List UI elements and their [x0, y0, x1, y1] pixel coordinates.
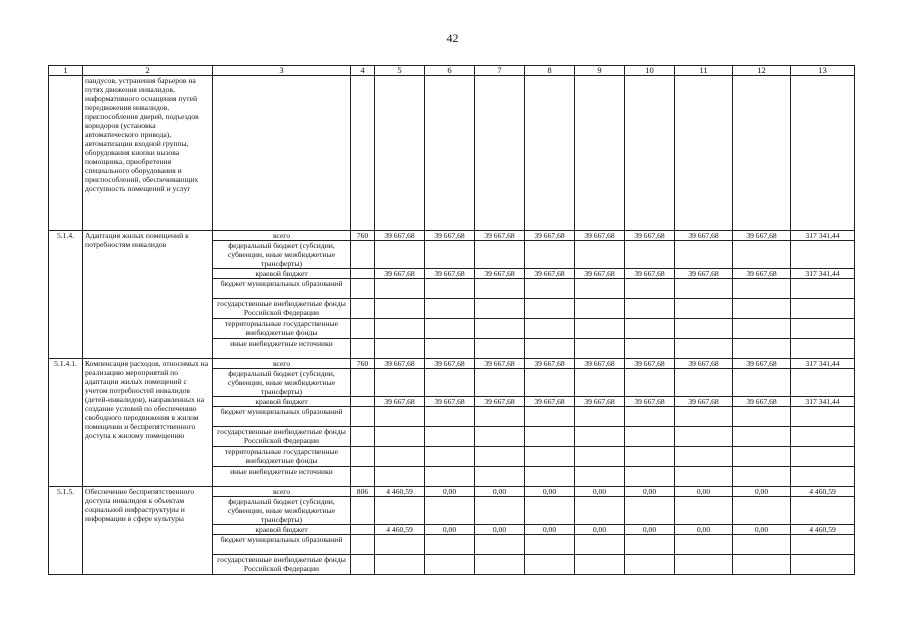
value-cell [675, 535, 733, 555]
value-cell [375, 555, 425, 575]
value-cell: 39 667,68 [575, 397, 625, 407]
value-cell: 39 667,68 [575, 231, 625, 241]
value-cell [625, 319, 675, 339]
value-cell: 39 667,68 [475, 397, 525, 407]
value-cell: 39 667,68 [625, 231, 675, 241]
value-cell [675, 427, 733, 447]
section-name: Обеспечение беспрепятственного доступа инвалидов к объектам социальной инфраструктуры и информации в сфере культуры [83, 487, 213, 575]
value-cell: 0,00 [425, 487, 475, 497]
funding-source: всего [213, 231, 351, 241]
table-row [49, 359, 855, 369]
value-cell [525, 467, 575, 487]
column-number: 8 [525, 66, 575, 76]
value-cell [675, 319, 733, 339]
value-cell: 4 460,59 [375, 487, 425, 497]
value-cell [791, 339, 855, 359]
value-cell: 0,00 [675, 487, 733, 497]
value-cell: 39 667,68 [475, 359, 525, 369]
value-cell [791, 319, 855, 339]
value-cell [475, 299, 525, 319]
value-cell [733, 241, 791, 269]
value-cell: 39 667,68 [733, 359, 791, 369]
value-cell [525, 319, 575, 339]
value-cell [733, 447, 791, 467]
value-cell [791, 299, 855, 319]
value-cell [375, 467, 425, 487]
column-number: 12 [733, 66, 791, 76]
value-cell: 39 667,68 [675, 397, 733, 407]
value-cell [675, 497, 733, 525]
funding-source: государственные внебюджетные фонды Российской Федерации [213, 299, 351, 319]
value-cell [475, 467, 525, 487]
value-cell [733, 535, 791, 555]
budget-code: 760 [351, 231, 375, 241]
value-cell [425, 407, 475, 427]
empty-cell [675, 76, 733, 231]
value-cell [791, 241, 855, 269]
funding-source: бюджет муниципальных образований [213, 535, 351, 555]
value-cell: 39 667,68 [425, 359, 475, 369]
value-cell [625, 427, 675, 447]
value-cell [625, 369, 675, 397]
value-cell [625, 467, 675, 487]
budget-code [351, 279, 375, 299]
value-cell [475, 535, 525, 555]
budget-code [351, 497, 375, 525]
value-cell: 39 667,68 [525, 269, 575, 279]
funding-source: краевой бюджет [213, 397, 351, 407]
value-cell [375, 407, 425, 427]
empty-cell [351, 76, 375, 231]
value-cell [375, 279, 425, 299]
value-cell: 317 341,44 [791, 231, 855, 241]
value-cell [575, 447, 625, 467]
value-cell [525, 339, 575, 359]
section-name: Компенсация расходов, относимых на реализацию мероприятий по адаптации жилых помещений с учетом потребностей инвалидов (детей-инвалидов), направленных на создание условий по обеспечению свободного передвижения в жилом помещении и беспрепятственного доступа к жилому помещению [83, 359, 213, 487]
value-cell [675, 241, 733, 269]
column-number: 3 [213, 66, 351, 76]
value-cell [575, 279, 625, 299]
column-number: 4 [351, 66, 375, 76]
value-cell [575, 535, 625, 555]
value-cell [733, 427, 791, 447]
value-cell [625, 407, 675, 427]
column-number: 7 [475, 66, 525, 76]
value-cell [375, 319, 425, 339]
funding-source: всего [213, 359, 351, 369]
value-cell [791, 427, 855, 447]
funding-source: федеральный бюджет (субсидии, субвенции, иные межбюджетные трансферты) [213, 497, 351, 525]
budget-code [351, 447, 375, 467]
value-cell: 39 667,68 [525, 359, 575, 369]
column-number: 13 [791, 66, 855, 76]
value-cell [791, 407, 855, 427]
value-cell [625, 447, 675, 467]
value-cell [791, 497, 855, 525]
value-cell: 0,00 [575, 487, 625, 497]
value-cell: 39 667,68 [733, 269, 791, 279]
value-cell: 39 667,68 [475, 231, 525, 241]
table-row [49, 487, 855, 497]
funding-source: иные внебюджетные источники [213, 339, 351, 359]
value-cell [375, 447, 425, 467]
value-cell [733, 555, 791, 575]
value-cell [675, 279, 733, 299]
empty-cell [525, 76, 575, 231]
value-cell [425, 555, 475, 575]
value-cell [791, 447, 855, 467]
budget-code [351, 535, 375, 555]
empty-cell [733, 76, 791, 231]
page-number: 42 [446, 31, 459, 45]
funding-source: территориальные государственные внебюджетные фонды [213, 447, 351, 467]
continuation-text: пандусов, устранения барьеров на путях движения инвалидов, информативного оснащения путей передвижения инвалидов, приспособления дверей, подъездов коридоров (установка автоматического привода), автоматизации входной группы, оборудования кнопки вызова помощника, приобретения специального оборудования и приспособлений, обеспечивающих доступность помещений и услуг [83, 76, 213, 231]
value-cell [375, 427, 425, 447]
budget-code [351, 241, 375, 269]
empty-cell [49, 76, 83, 231]
value-cell [425, 535, 475, 555]
value-cell: 317 341,44 [791, 359, 855, 369]
value-cell [425, 319, 475, 339]
value-cell: 39 667,68 [675, 359, 733, 369]
value-cell [475, 555, 525, 575]
value-cell: 39 667,68 [675, 231, 733, 241]
value-cell: 39 667,68 [375, 269, 425, 279]
value-cell: 0,00 [425, 525, 475, 535]
value-cell [733, 339, 791, 359]
value-cell: 39 667,68 [375, 359, 425, 369]
value-cell [791, 467, 855, 487]
value-cell: 39 667,68 [525, 231, 575, 241]
column-number: 2 [83, 66, 213, 76]
empty-cell [575, 76, 625, 231]
value-cell [575, 407, 625, 427]
value-cell [625, 299, 675, 319]
value-cell [425, 339, 475, 359]
value-cell: 39 667,68 [475, 269, 525, 279]
value-cell [733, 279, 791, 299]
value-cell: 0,00 [675, 525, 733, 535]
value-cell [375, 299, 425, 319]
value-cell: 39 667,68 [425, 397, 475, 407]
value-cell: 0,00 [475, 487, 525, 497]
value-cell [525, 241, 575, 269]
value-cell: 39 667,68 [375, 397, 425, 407]
value-cell [525, 535, 575, 555]
value-cell [675, 447, 733, 467]
budget-code [351, 299, 375, 319]
value-cell [575, 369, 625, 397]
section-name: Адаптация жилых помещений к потребностям инвалидов [83, 231, 213, 359]
value-cell: 0,00 [625, 487, 675, 497]
value-cell [675, 339, 733, 359]
empty-cell [791, 76, 855, 231]
value-cell [525, 369, 575, 397]
value-cell [425, 369, 475, 397]
value-cell [375, 369, 425, 397]
value-cell [733, 319, 791, 339]
funding-source: краевой бюджет [213, 525, 351, 535]
continuation-row [49, 76, 855, 231]
value-cell [425, 467, 475, 487]
section-number: 5.1.5. [49, 487, 83, 575]
value-cell [475, 447, 525, 467]
value-cell [375, 241, 425, 269]
value-cell [575, 497, 625, 525]
value-cell: 39 667,68 [625, 397, 675, 407]
value-cell: 0,00 [475, 525, 525, 535]
value-cell [625, 339, 675, 359]
value-cell: 0,00 [575, 525, 625, 535]
funding-source: государственные внебюджетные фонды Российской Федерации [213, 427, 351, 447]
value-cell: 0,00 [525, 487, 575, 497]
value-cell [475, 407, 525, 427]
value-cell [575, 319, 625, 339]
column-number: 9 [575, 66, 625, 76]
value-cell [375, 535, 425, 555]
funding-source: иные внебюджетные источники [213, 467, 351, 487]
value-cell: 4 460,59 [375, 525, 425, 535]
value-cell [575, 241, 625, 269]
value-cell [733, 467, 791, 487]
column-number: 1 [49, 66, 83, 76]
funding-source: краевой бюджет [213, 269, 351, 279]
value-cell [475, 241, 525, 269]
value-cell [475, 369, 525, 397]
value-cell [675, 369, 733, 397]
value-cell [525, 407, 575, 427]
budget-code [351, 427, 375, 447]
value-cell: 4 460,59 [791, 525, 855, 535]
value-cell [525, 427, 575, 447]
value-cell [733, 369, 791, 397]
value-cell [575, 339, 625, 359]
value-cell: 39 667,68 [733, 231, 791, 241]
value-cell [425, 447, 475, 467]
budget-table [48, 65, 855, 575]
column-number: 11 [675, 66, 733, 76]
budget-code [351, 407, 375, 427]
budget-code [351, 369, 375, 397]
funding-source: всего [213, 487, 351, 497]
value-cell [375, 339, 425, 359]
value-cell [425, 279, 475, 299]
value-cell [791, 535, 855, 555]
value-cell [733, 407, 791, 427]
value-cell: 39 667,68 [375, 231, 425, 241]
value-cell: 317 341,44 [791, 269, 855, 279]
value-cell [525, 299, 575, 319]
funding-source: федеральный бюджет (субсидии, субвенции, иные межбюджетные трансферты) [213, 241, 351, 269]
value-cell [425, 241, 475, 269]
value-cell [625, 497, 675, 525]
value-cell: 0,00 [525, 525, 575, 535]
empty-cell [375, 76, 425, 231]
column-number: 10 [625, 66, 675, 76]
value-cell [525, 555, 575, 575]
funding-source: бюджет муниципальных образований [213, 279, 351, 299]
value-cell [675, 407, 733, 427]
value-cell [625, 279, 675, 299]
value-cell [475, 319, 525, 339]
value-cell [575, 299, 625, 319]
value-cell [791, 369, 855, 397]
value-cell: 39 667,68 [425, 269, 475, 279]
column-number: 6 [425, 66, 475, 76]
value-cell: 39 667,68 [675, 269, 733, 279]
budget-code: 760 [351, 359, 375, 369]
value-cell [575, 467, 625, 487]
value-cell [733, 497, 791, 525]
value-cell [791, 279, 855, 299]
value-cell [525, 497, 575, 525]
budget-code [351, 467, 375, 487]
value-cell [425, 497, 475, 525]
value-cell: 39 667,68 [625, 269, 675, 279]
budget-code [351, 397, 375, 407]
value-cell: 39 667,68 [625, 359, 675, 369]
budget-code [351, 319, 375, 339]
empty-cell [425, 76, 475, 231]
value-cell: 39 667,68 [575, 359, 625, 369]
value-cell [575, 427, 625, 447]
value-cell [475, 427, 525, 447]
value-cell: 317 341,44 [791, 397, 855, 407]
value-cell: 39 667,68 [425, 231, 475, 241]
value-cell [625, 555, 675, 575]
value-cell: 0,00 [625, 525, 675, 535]
value-cell [791, 555, 855, 575]
value-cell [625, 241, 675, 269]
funding-source: бюджет муниципальных образований [213, 407, 351, 427]
value-cell: 39 667,68 [575, 269, 625, 279]
value-cell: 0,00 [733, 487, 791, 497]
value-cell: 39 667,68 [525, 397, 575, 407]
budget-code [351, 269, 375, 279]
value-cell [675, 299, 733, 319]
budget-code: 806 [351, 487, 375, 497]
value-cell [475, 339, 525, 359]
budget-code [351, 339, 375, 359]
value-cell [675, 467, 733, 487]
value-cell [575, 555, 625, 575]
empty-cell [475, 76, 525, 231]
value-cell [733, 299, 791, 319]
value-cell: 4 460,59 [791, 487, 855, 497]
value-cell [625, 535, 675, 555]
funding-source: государственные внебюджетные фонды Российской Федерации [213, 555, 351, 575]
funding-source: территориальные государственные внебюджетные фонды [213, 319, 351, 339]
funding-source: федеральный бюджет (субсидии, субвенции, иные межбюджетные трансферты) [213, 369, 351, 397]
empty-cell [625, 76, 675, 231]
column-number: 5 [375, 66, 425, 76]
column-number-row [49, 66, 855, 76]
value-cell: 0,00 [733, 525, 791, 535]
value-cell [525, 279, 575, 299]
value-cell [475, 279, 525, 299]
value-cell [675, 555, 733, 575]
value-cell [425, 427, 475, 447]
value-cell [525, 447, 575, 467]
value-cell: 39 667,68 [733, 397, 791, 407]
budget-code [351, 555, 375, 575]
section-number: 5.1.4. [49, 231, 83, 359]
value-cell [375, 497, 425, 525]
table-row [49, 231, 855, 241]
budget-code [351, 525, 375, 535]
section-number: 5.1.4.1. [49, 359, 83, 487]
value-cell [425, 299, 475, 319]
empty-cell [213, 76, 351, 231]
value-cell [475, 497, 525, 525]
